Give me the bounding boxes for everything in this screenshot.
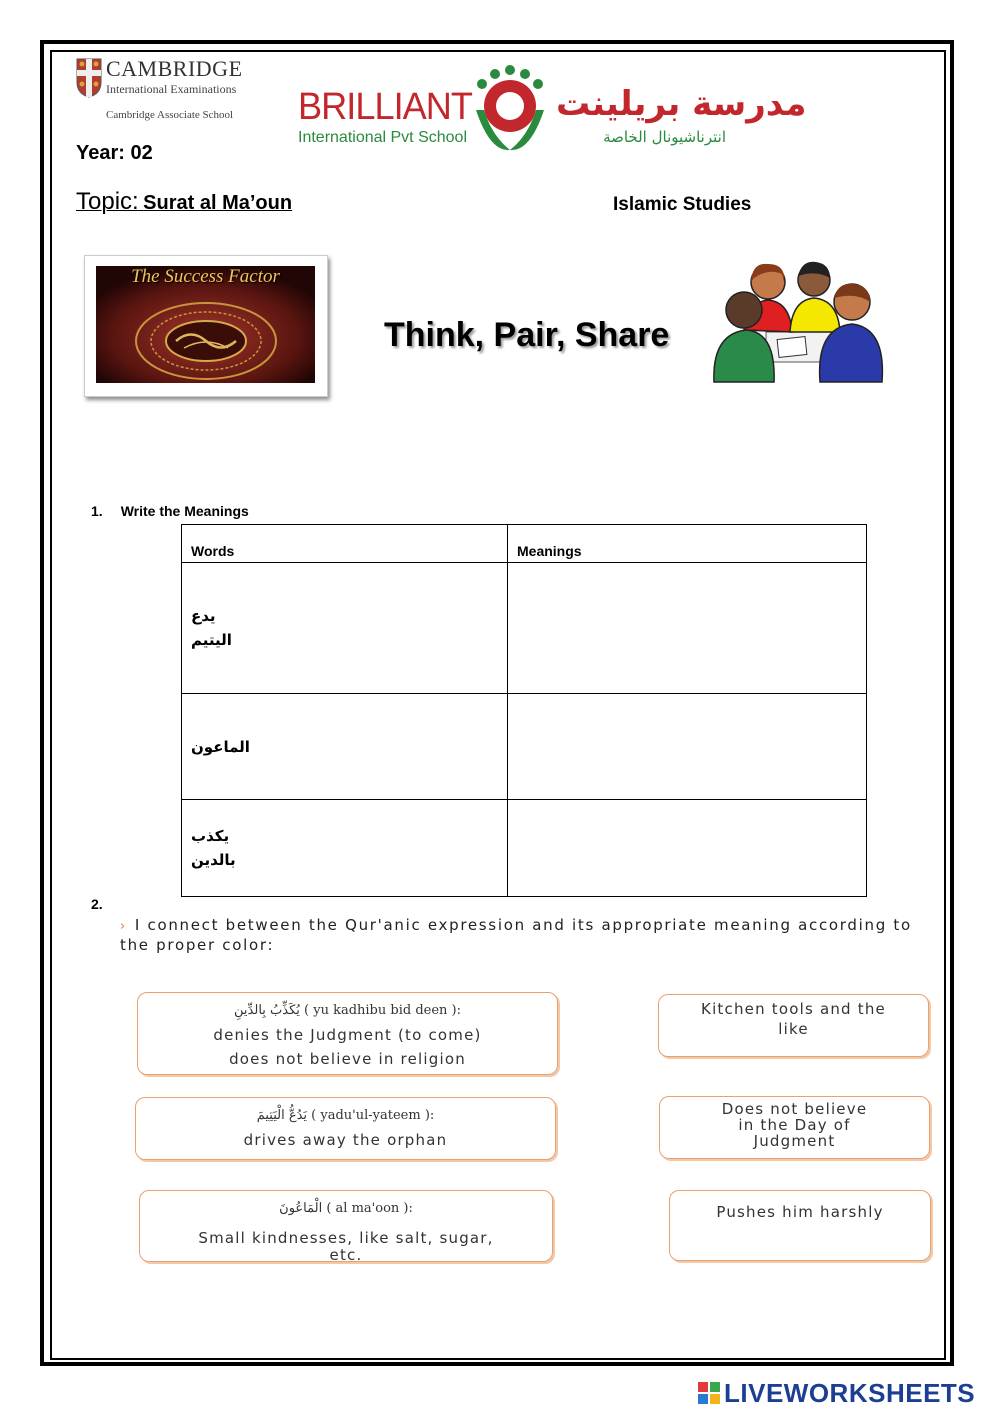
meaning-text: in the Day of bbox=[738, 1116, 851, 1134]
table-row bbox=[182, 694, 867, 800]
meaning-text: Kitchen tools and the bbox=[701, 1000, 886, 1018]
cambridge-subtitle: International Examinations bbox=[106, 82, 237, 96]
meaning-text: Does not believe bbox=[721, 1100, 868, 1118]
word-cell bbox=[182, 800, 508, 897]
expression-box-maoon[interactable] bbox=[139, 1190, 553, 1262]
meaning-box-harshly[interactable] bbox=[669, 1190, 931, 1261]
topic-heading bbox=[76, 188, 292, 216]
meaning-text: like bbox=[778, 1020, 809, 1038]
arabic-word: الماعون bbox=[191, 737, 250, 756]
table-row bbox=[182, 563, 867, 694]
bullet-arrow-icon: › bbox=[120, 919, 127, 934]
column-header-words: Words bbox=[182, 525, 508, 563]
cambridge-associate: Cambridge Associate School bbox=[106, 109, 234, 121]
school-name: BRILLIANT bbox=[298, 86, 473, 128]
subject-label: Islamic Studies bbox=[613, 194, 752, 215]
arabic-word: يكذب bbox=[191, 827, 230, 845]
meaning-text: Judgment bbox=[753, 1132, 836, 1150]
expression-meaning: denies the Judgment (to come) bbox=[213, 1026, 482, 1044]
expression-arabic: يُكَذِّبُ بِالدِّينِ ( yu kadhibu bid deen ): bbox=[234, 1003, 461, 1018]
question-2-instruction bbox=[120, 916, 946, 954]
cambridge-name: CAMBRIDGE bbox=[106, 56, 243, 81]
question-1-heading bbox=[91, 503, 249, 519]
question-1-title: Write the Meanings bbox=[120, 503, 249, 519]
school-name-arabic: مدرسة بريلينت bbox=[556, 84, 807, 124]
meanings-table bbox=[181, 524, 867, 897]
meaning-cell[interactable] bbox=[508, 563, 867, 694]
school-subtitle-arabic: انترناشيونال الخاصة bbox=[603, 128, 726, 146]
expression-meaning: Small kindnesses, like salt, sugar, bbox=[198, 1229, 494, 1247]
meaning-box-judgment[interactable] bbox=[659, 1096, 930, 1159]
column-header-meanings: Meanings bbox=[508, 525, 867, 563]
liveworksheets-brand: LIVEWORKSHEETS bbox=[724, 1378, 976, 1408]
students-group-illustration bbox=[706, 252, 888, 392]
expression-box-deen[interactable] bbox=[137, 992, 558, 1075]
expression-meaning: etc. bbox=[329, 1246, 363, 1264]
think-pair-share-title: Think, Pair, Share bbox=[384, 316, 670, 354]
liveworksheets-logo-icon bbox=[698, 1378, 722, 1408]
topic-key: Topic: bbox=[76, 188, 139, 215]
meaning-box-kitchen[interactable] bbox=[658, 994, 929, 1057]
instruction-text: I connect between the Qur'anic expression and its appropriate meaning according to the proper color: bbox=[120, 916, 912, 954]
cambridge-shield-icon bbox=[76, 58, 102, 98]
topic-value: Surat al Ma’oun bbox=[143, 192, 293, 214]
table-header-row bbox=[182, 525, 867, 563]
school-subtitle: International Pvt School bbox=[298, 129, 467, 146]
arabic-word: اليتيم bbox=[191, 631, 232, 649]
arabic-word: بالدين bbox=[191, 851, 236, 869]
word-cell bbox=[182, 694, 508, 800]
school-emblem-icon bbox=[470, 64, 550, 154]
expression-meaning: does not believe in religion bbox=[229, 1050, 466, 1068]
meaning-cell[interactable] bbox=[508, 800, 867, 897]
expression-arabic: يَدُعُّ الْيَتِيمَ ( yadu'ul-yateem ): bbox=[256, 1108, 435, 1123]
question-2-number: 2. bbox=[91, 896, 103, 912]
meaning-text: Pushes him harshly bbox=[716, 1203, 884, 1221]
success-factor-title: The Success Factor bbox=[131, 266, 280, 287]
meaning-cell[interactable] bbox=[508, 694, 867, 800]
table-row bbox=[182, 800, 867, 897]
year-label: Year: 02 bbox=[76, 142, 153, 164]
word-cell bbox=[182, 563, 508, 694]
expression-arabic: الْمَاعُونَ ( al ma'oon ): bbox=[279, 1201, 413, 1216]
question-1-number: 1. bbox=[91, 503, 103, 519]
arabic-word: يدع bbox=[191, 607, 216, 625]
expression-meaning: drives away the orphan bbox=[243, 1131, 448, 1149]
expression-box-yateem[interactable] bbox=[135, 1097, 556, 1160]
